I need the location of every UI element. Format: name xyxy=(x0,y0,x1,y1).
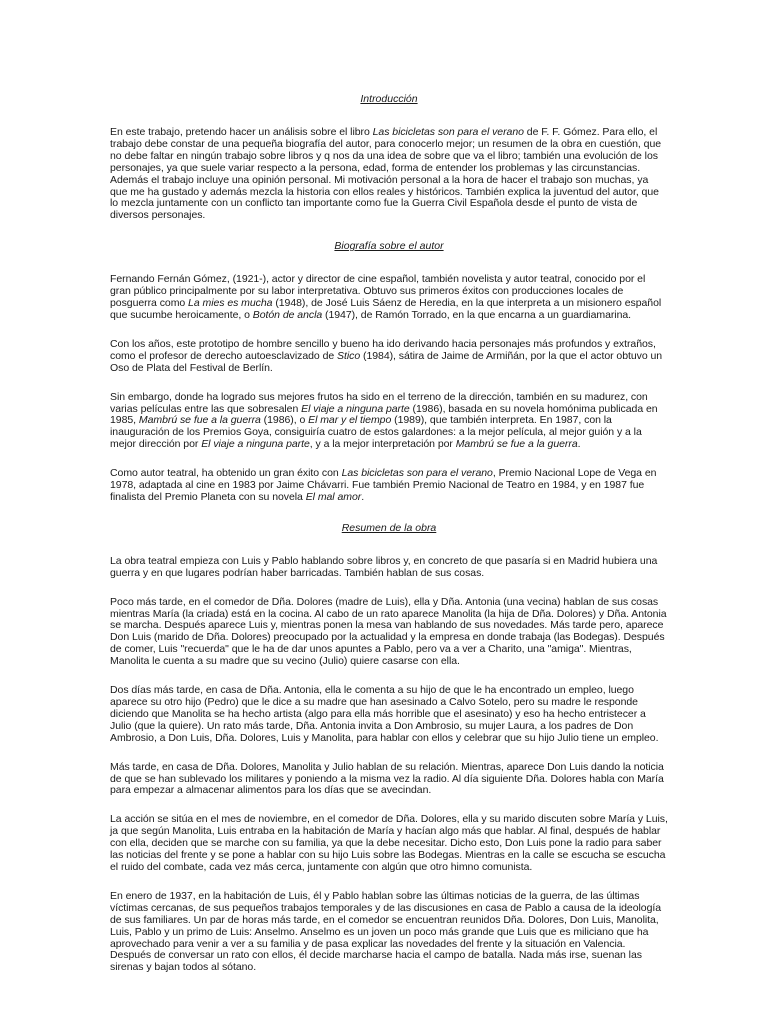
paragraph-text: . xyxy=(577,438,581,451)
italic-title-text: Las bicicletas son para el verano xyxy=(341,467,493,480)
paragraph xyxy=(110,274,668,322)
italic-title-text: Mambrú se fue a la guerra xyxy=(138,414,261,427)
section-heading: Resumen de la obra xyxy=(341,521,437,534)
paragraph-text: (1947), de Ramón Torrado, en la que encarna a un guardiamarina. xyxy=(322,308,632,321)
paragraph xyxy=(110,762,668,798)
paragraph-text: (1989), que también interpreta. En 1987, con la inauguración de los Premios Goya, consiguiría cuatro de estos galardones: a la mejor película, al mejor guión y a la mejor dirección por xyxy=(110,414,642,451)
paragraph-text: En enero de 1937, en la habitación de Luis, él y Pablo hablan sobre las últimas noticias de la guerra, de las últimas víctimas cercanas, de sus pequeños trabajos temporales y de las discusiones en casa de Pablo a causa de la ideología de sus familiares. Un par de horas más tarde, en el comedor se encuentran reunidos Dña. Dolores, Don Luis, Manolita, Luis, Pablo y un primo de Luis: Anselmo. Anselmo es un joven un poco más grande que Luis que es miliciano que ha aprovechado para venir a ver a su familia y de pasa explicar las novedades del frente y la situación en Valencia. Después de conversar un rato con ellos, él decide marcharse hacia el campo de batalla. Nada más irse, suenan las sirenas y bajan todos al sótano. xyxy=(110,889,662,974)
paragraph-text: Más tarde, en casa de Dña. Dolores, Manolita y Julio hablan de su relación. Mientras, aparece Don Luis dando la noticia de que se han sublevado los militares y poniendo a la misma vez la radio. Al día siguiente Dña. Dolores habla con María para empezar a almacenar alimentos para los días que se avecindan. xyxy=(110,760,664,797)
section-biografia xyxy=(110,239,668,504)
section-heading: Biografía sobre el autor xyxy=(334,240,444,253)
paragraph-text: Poco más tarde, en el comedor de Dña. Dolores (madre de Luis), ella y Dña. Antonia (una vecina) hablan de sus cosas mientras María (la criada) está en la cocina. Al cabo de un rato aparece Manolita (la hija de Dña. Dolores) y Dña. Antonia se marcha. Después aparece Luis y, mientras ponen la mesa van hablando de sus novedades. Más tarde pero, aparece Don Luis (marido de Dña. Dolores) preocupado por la actualidad y la empresa en donde trabaja (las Bodegas). Después de comer, Luis "recuerda" que le ha de dar unos apuntes a Pablo, pero va a ver a Charito, una "amiga". Mientras, Manolita le cuenta a su madre que su vecino (Julio) quiere casarse con ella. xyxy=(110,595,667,668)
paragraph-text: Fernando Fernán Gómez, (1921-), actor y director de cine español, también novelista y autor teatral, conocido por el gran público principalmente por su labor interpretativa. Obtuvo sus primeros éxitos con producciones locales de posguerra como xyxy=(110,273,646,310)
paragraph-text: Como autor teatral, ha obtenido un gran éxito con xyxy=(110,467,342,480)
italic-title-text: Botón de ancla xyxy=(252,308,323,321)
paragraph-text: (1986), basada en su novela homónima publicada en 1985, xyxy=(110,402,658,427)
paragraph xyxy=(110,392,668,452)
paragraph-text: En este trabajo, pretendo hacer un análisis sobre el libro xyxy=(110,126,373,138)
paragraph-text: , y a la mejor interpretación por xyxy=(309,438,456,451)
italic-title-text: Mambrú se fue a la guerra xyxy=(455,438,578,451)
section-resumen xyxy=(110,521,668,974)
paragraph xyxy=(110,891,668,974)
section-introduccion xyxy=(110,92,668,222)
paragraph xyxy=(110,468,668,504)
italic-title-text: Stico xyxy=(337,349,361,362)
paragraph xyxy=(110,597,668,668)
italic-title-text: Las bicicletas son para el verano xyxy=(372,126,524,138)
paragraph xyxy=(110,339,668,375)
section-heading: Introducción xyxy=(360,93,418,105)
paragraph-text: Sin embargo, donde ha logrado sus mejores frutos ha sido en el terreno de la dirección, también en su madurez, con varias películas entre las que sobresalen xyxy=(110,390,648,415)
paragraph-text: (1948), de José Luis Sáenz de Heredia, en la que interpreta a un misionero español que sucumbe heroicamente, o xyxy=(110,297,662,321)
paragraph-text: , Premio Nacional Lope de Vega en 1978, adaptada al cine en 1983 por Jaime Chávarri. Fue también Premio Nacional de Teatro en 1984, y en 1987 fue finalista del Premio Planeta con su novela xyxy=(110,467,657,503)
paragraph-text: . xyxy=(361,490,365,503)
paragraph-text: de F. F. Gómez. Para ello, el trabajo debe constar de una pequeña biografía del autor, para conocerlo mejor; un resumen de la obra en cuestión, que no debe faltar en ningún trabajo sobre libros y q nos da una idea de sobre que va el libro; también una evolución de los personajes, ya que suele variar respecto a la persona, edad, forma de entender los problemas y las circunstancias. Además el trabajo incluye una opinión personal. Mi motivación personal a la hora de hacer el trabajo son muchas, ya que me ha gustado y además mezcla la historia con ellos reales y históricos. También explica la juventud del autor, que lo mezcla juntamente con un conflicto tan importante como fue la Guerra Civil Española desde el punto de vista de diversos personajes. xyxy=(110,126,662,222)
paragraph-text: Con los años, este prototipo de hombre sencillo y bueno ha ido derivando hacia personajes más profundos y extraños, como el profesor de derecho autoesclavizado de xyxy=(110,337,656,362)
paragraph-text: La acción se sitúa en el mes de noviembre, en el comedor de Dña. Dolores, ella y su marido discuten sobre María y Luis, ja que según Manolita, Luis entraba en la habitación de María y hacían algo más que hablar. Al final, después de hablar con ella, deciden que se marche con su familia, ya que la debe necesitar. Dicho esto, Don Luis pone la radio para saber las noticias del frente y se pone a hablar con su hijo Luis sobre las Bodegas. Mientras en la calle se escucha se escucha el ruido del combate, cada vez más cerca, juntamente con algún que otro himno comunista. xyxy=(110,813,668,873)
paragraph xyxy=(110,556,668,580)
italic-title-text: El mar y el tiempo xyxy=(308,414,392,427)
italic-title-text: El viaje a ninguna parte xyxy=(201,438,310,451)
paragraph-text: (1986), o xyxy=(260,414,309,427)
paragraph xyxy=(110,685,668,745)
paragraph xyxy=(110,127,668,222)
paragraph-text: (1984), sátira de Jaime de Armiñán, por la que el actor obtuvo un Oso de Plata del Festival de Berlín. xyxy=(110,349,663,374)
paragraph-text: La obra teatral empieza con Luis y Pablo hablando sobre libros y, en concreto de que pasaría si en Madrid hubiera una guerra y en que lugares podrían haber barricadas. También hablan de sus cosas. xyxy=(110,554,658,579)
italic-title-text: La mies es mucha xyxy=(188,297,273,310)
italic-title-text: El viaje a ninguna parte xyxy=(301,402,410,415)
paragraph-text: Dos días más tarde, en casa de Dña. Antonia, ella le comenta a su hijo de que le ha encontrado un empleo, luego aparece su otro hijo (Pedro) que le dice a su madre que han asesinado a Calvo Sotelo, pero su madre le responde diciendo que Manolita se ha hecho artista (algo para ella más horrible que el asesinato) y eso ha hecho entristecer a Julio (que la quiere). Un rato más tarde, Dña. Antonia invita a Don Ambrosio, su mujer Laura, a los padres de Don Ambrosio, a Don Luis, Dña. Dolores, Luis y Manolita, para hablar con ellos y celebrar que su hijo Julio tiene un empleo. xyxy=(110,684,659,744)
italic-title-text: El mal amor xyxy=(305,490,362,503)
paragraph xyxy=(110,814,668,874)
